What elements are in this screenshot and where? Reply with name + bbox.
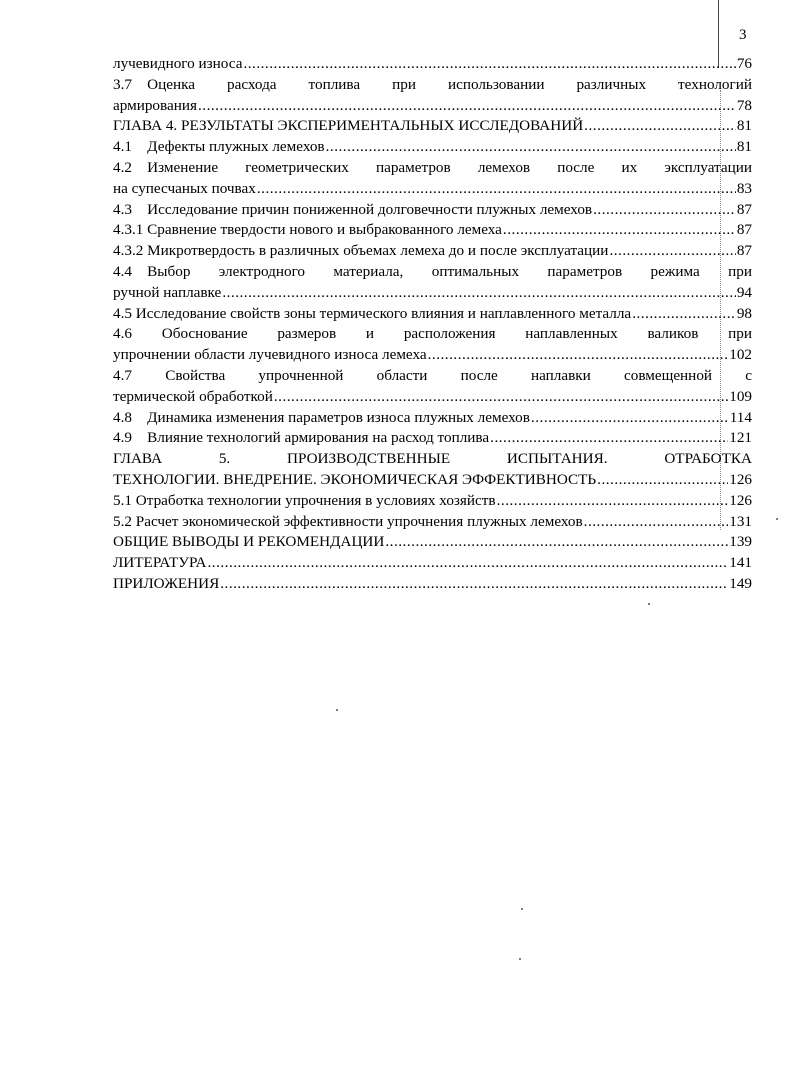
toc-entry-text: 4.2 Изменение геометрических параметров лемехов после их эксплуатации: [113, 158, 752, 176]
toc-page-number: 126: [729, 491, 752, 509]
toc-entry-text: упрочнении области лучевидного износа лемеха: [113, 346, 427, 364]
toc-entry: [113, 137, 752, 158]
toc-page-number: 131: [729, 512, 752, 530]
toc-leader-dots: [497, 491, 729, 512]
toc-leader-dots: [503, 220, 736, 241]
toc-page-number: 109: [729, 387, 752, 405]
toc-entry-text: ТЕХНОЛОГИИ. ВНЕДРЕНИЕ. ЭКОНОМИЧЕСКАЯ ЭФФЕКТИВНОСТЬ: [113, 470, 597, 488]
toc-leader-dots: [597, 470, 728, 491]
scan-speck: [521, 908, 523, 910]
toc-page-number: 81: [736, 117, 752, 135]
toc-entry-text: на супесчаных почвах: [113, 179, 256, 197]
toc-entry-text: ГЛАВА 4. РЕЗУЛЬТАТЫ ЭКСПЕРИМЕНТАЛЬНЫХ ИССЛЕДОВАНИЙ: [113, 117, 584, 135]
scan-speck: [776, 518, 778, 520]
toc-leader-dots: [632, 304, 736, 325]
toc-leader-dots: [593, 200, 736, 221]
toc-entry-heading: [113, 75, 752, 96]
toc-entry-text: 4.5 Исследование свойств зоны термического влияния и наплавленного металла: [113, 304, 632, 322]
toc-page-number: 141: [729, 554, 752, 572]
toc-entry: [113, 283, 752, 304]
toc-entry-heading: [113, 158, 752, 179]
toc-entry: [113, 553, 752, 574]
toc-entry-text: термической обработкой: [113, 387, 273, 405]
toc-entry: [113, 512, 752, 533]
toc-leader-dots: [385, 532, 728, 553]
toc-entry: [113, 345, 752, 366]
toc-entry-heading: [113, 324, 752, 345]
toc-page-number: 126: [729, 470, 752, 488]
toc-page-number: 149: [729, 574, 752, 592]
toc-leader-dots: [220, 574, 728, 595]
toc-page-number: 87: [736, 221, 752, 239]
toc-entry: [113, 96, 752, 117]
toc-leader-dots: [257, 179, 736, 200]
toc-leader-dots: [207, 553, 728, 574]
toc-leader-dots: [222, 283, 736, 304]
toc-page-number: 78: [736, 96, 752, 114]
toc-entry: [113, 241, 752, 262]
scan-speck: [519, 958, 521, 960]
toc-leader-dots: [428, 345, 729, 366]
toc-entry: [113, 428, 752, 449]
toc-entry-heading: [113, 449, 752, 470]
toc-page-number: 87: [736, 242, 752, 260]
toc-entry-text: 4.7 Свойства упрочненной области после наплавки совмещенной с: [113, 366, 752, 384]
toc-page-number: 76: [736, 55, 752, 72]
toc-entry-text: ГЛАВА 5. ПРОИЗВОДСТВЕННЫЕ ИСПЫТАНИЯ. ОТРАБОТКА: [113, 450, 752, 468]
toc-page-number: 81: [736, 138, 752, 156]
toc-entry-text: 4.9 Влияние технологий армирования на расход топлива: [113, 429, 490, 447]
toc-entry-heading: [113, 262, 752, 283]
toc-entry: [113, 408, 752, 429]
toc-entry: [113, 532, 752, 553]
toc-leader-dots: [490, 428, 728, 449]
toc-entry: [113, 491, 752, 512]
toc-entry-text: 5.1 Отработка технологии упрочнения в условиях хозяйств: [113, 491, 496, 509]
toc-entry-text: ОБЩИЕ ВЫВОДЫ И РЕКОМЕНДАЦИИ: [113, 533, 385, 551]
toc-entry: [113, 470, 752, 491]
scan-speck: [648, 603, 650, 605]
toc-leader-dots: [584, 512, 729, 533]
toc-entry: [113, 179, 752, 200]
toc-entry-text: ЛИТЕРАТУРА: [113, 554, 207, 572]
toc-leader-dots: [609, 241, 735, 262]
toc-entry: [113, 387, 752, 408]
toc-page-number: 121: [729, 429, 752, 447]
toc-entry: [113, 116, 752, 137]
toc-entry: [113, 200, 752, 221]
toc-entry: [113, 304, 752, 325]
toc-page-number: 139: [729, 533, 752, 551]
toc-entry: [113, 54, 752, 75]
toc-page-number: 87: [736, 200, 752, 218]
toc-entry-text: ПРИЛОЖЕНИЯ: [113, 574, 220, 592]
toc-entry-text: лучевидного износа: [113, 55, 243, 72]
toc-entry-text: армирования: [113, 96, 197, 114]
toc-entry: [113, 220, 752, 241]
toc-entry-text: 4.3.1 Сравнение твердости нового и выбракованного лемеха: [113, 221, 502, 239]
toc-page-number: 83: [736, 179, 752, 197]
toc-leader-dots: [243, 54, 735, 75]
toc-entry-heading: [113, 366, 752, 387]
toc-leader-dots: [584, 116, 736, 137]
toc-page-number: 114: [729, 408, 752, 426]
toc-page-number: 102: [729, 346, 752, 364]
toc-entry-text: 3.7 Оценка расхода топлива при использовании различных технологий: [113, 75, 752, 93]
toc-entry-text: 4.1 Дефекты плужных лемехов: [113, 138, 325, 156]
toc-page-number: 94: [736, 283, 752, 301]
scan-speck: [336, 709, 338, 711]
toc-page-number: 98: [736, 304, 752, 322]
table-of-contents: [113, 54, 752, 595]
toc-entry-text: 4.4 Выбор электродного материала, оптимальных параметров режима при: [113, 262, 752, 280]
toc-leader-dots: [531, 408, 729, 429]
toc-entry-text: 4.8 Динамика изменения параметров износа плужных лемехов: [113, 408, 530, 426]
toc-entry-text: 5.2 Расчет экономической эффективности упрочнения плужных лемехов: [113, 512, 583, 530]
page-number: 3: [739, 27, 747, 43]
toc-entry-text: 4.3 Исследование причин пониженной долговечности плужных лемехов: [113, 200, 593, 218]
toc-leader-dots: [326, 137, 736, 158]
toc-entry-text: ручной наплавке: [113, 283, 222, 301]
toc-entry-text: 4.3.2 Микротвердость в различных объемах лемеха до и после эксплуатации: [113, 242, 609, 260]
toc-leader-dots: [274, 387, 728, 408]
toc-entry: [113, 574, 752, 595]
toc-leader-dots: [198, 96, 736, 117]
toc-entry-text: 4.6 Обоснование размеров и расположения наплавленных валиков при: [113, 325, 752, 343]
